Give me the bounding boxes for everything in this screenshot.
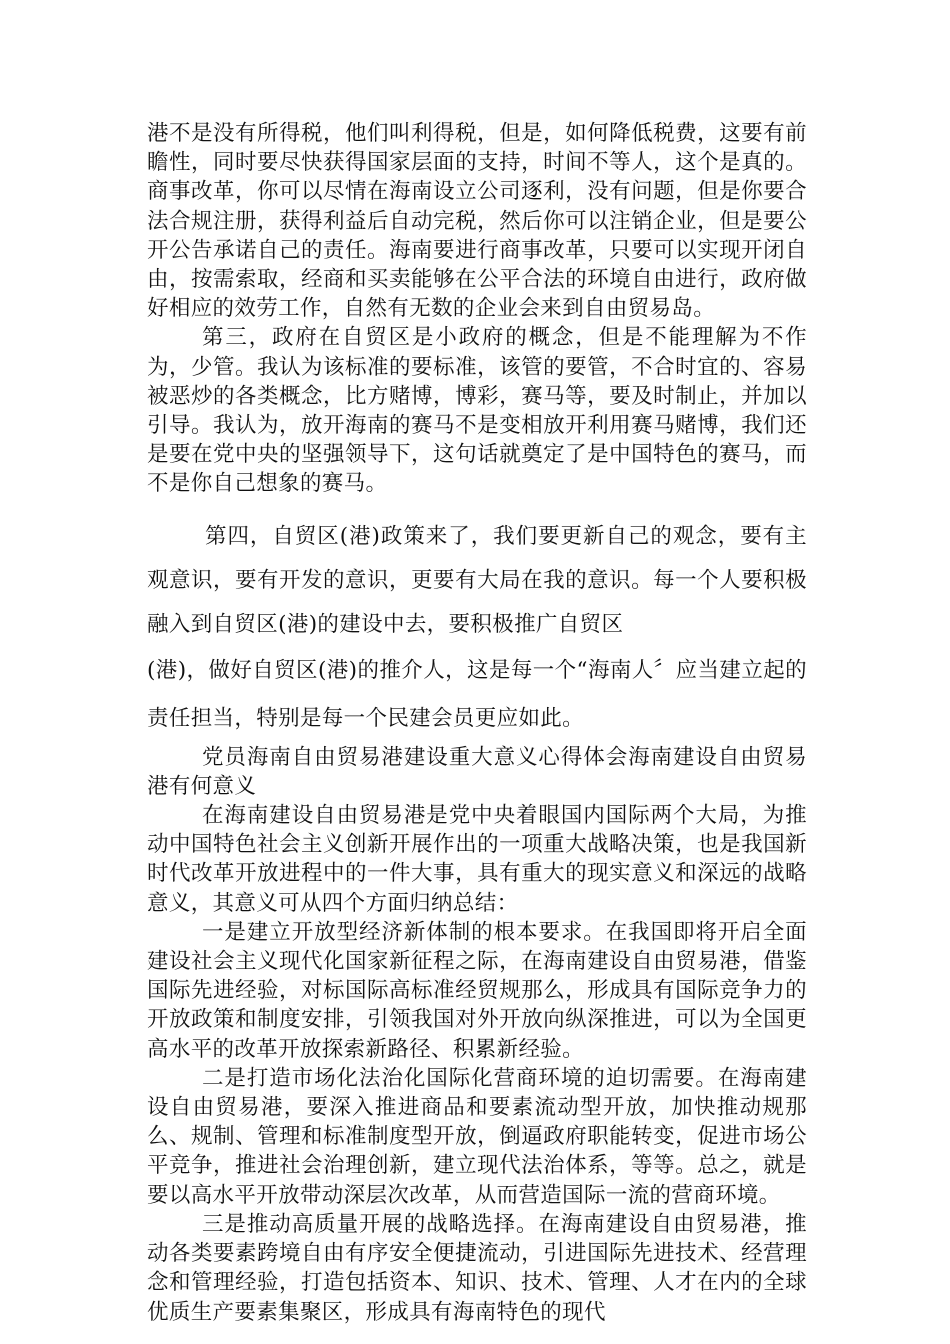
paragraph-fourth-point: 第四，自贸区(港)政策来了，我们要更新自己的观念，要有主观意识，要有开发的意识，更要有大局在我的意识。每一个人要积极融入到自贸区(港)的建设中去，要积极推广自贸区 — [147, 523, 807, 637]
paragraph-tax-reform: 港不是没有所得税，他们叫利得税，但是，如何降低税费，这要有前瞻性，同时要尽快获得国家层面的支持，时间不等人，这个是真的。商事改革，你可以尽情在海南设立公司逐利，没有问题，但是你要合法合规注册，获得利益后自动完税，然后你可以注销企业，但是要公开公告承诺自己的责任。海南要进行商事改革，只要可以实现开闭自由，按需索取，经商和买卖能够在公平合法的环境自由进行，政府做好相应的效劳工作，自然有无数的企业会来到自由贸易岛。 — [147, 121, 807, 322]
paragraph-point-two: 二是打造市场化法治化国际化营商环境的迫切需要。在海南建设自由贸易港，要深入推进商品和要素流动型开放，加快推动规那么、规制、管理和标准制度型开放，倒逼政府职能转变，促进市场公平竞争，推进社会治理创新，建立现代法治体系，等等。总之，就是要以高水平开放带动深层次改革，从而营造国际一流的营商环境。 — [147, 1065, 807, 1208]
paragraph-point-three: 三是推动高质量开展的战略选择。在海南建设自由贸易港，推动各类要素跨境自由有序安全便捷流动，引进国际先进技术、经营理念和管理经验，打造包括资本、知识、技术、管理、人才在内的全球优质生产要素集聚区，形成具有海南特色的现代 — [147, 1211, 807, 1325]
document-body — [147, 119, 807, 1327]
paragraph-fourth-point-continued: (港)，做好自贸区(港)的推介人，这是每一个“海南人〞应当建立起的责任担当，特别是每一个民建会员更应如此。 — [147, 657, 807, 731]
paragraph-point-one: 一是建立开放型经济新体制的根本要求。在我国即将开启全面建设社会主义现代化国家新征程之际，在海南建设自由贸易港，借鉴国际先进经验，对标国际高标准经贸规那么，形成具有国际竞争力的开放政策和制度安排，引领我国对外开放向纵深推进，可以为全国更高水平的改革开放探索新路径、积累新经验。 — [147, 919, 807, 1062]
paragraph-significance-intro: 在海南建设自由贸易港是党中央着眼国内国际两个大局，为推动中国特色社会主义创新开展作出的一项重大战略决策，也是我国新时代改革开放进程中的一件大事，具有重大的现实意义和深远的战略意义，其意义可从四个方面归纳总结： — [147, 803, 807, 916]
section-heading: 党员海南自由贸易港建设重大意义心得体会海南建设自由贸易港有何意义 — [147, 744, 807, 799]
paragraph-third-point: 第三，政府在自贸区是小政府的概念，但是不能理解为不作为，少管。我认为该标准的要标准，该管的要管，不合时宜的、容易被恶炒的各类概念，比方赌博，博彩，赛马等，要及时制止，并加以引导。我认为，放开海南的赛马不是变相放开利用赛马赌博，我们还是要在党中央的坚强领导下，这句话就奠定了是中国特色的赛马，而不是你自己想象的赛马。 — [147, 325, 807, 497]
